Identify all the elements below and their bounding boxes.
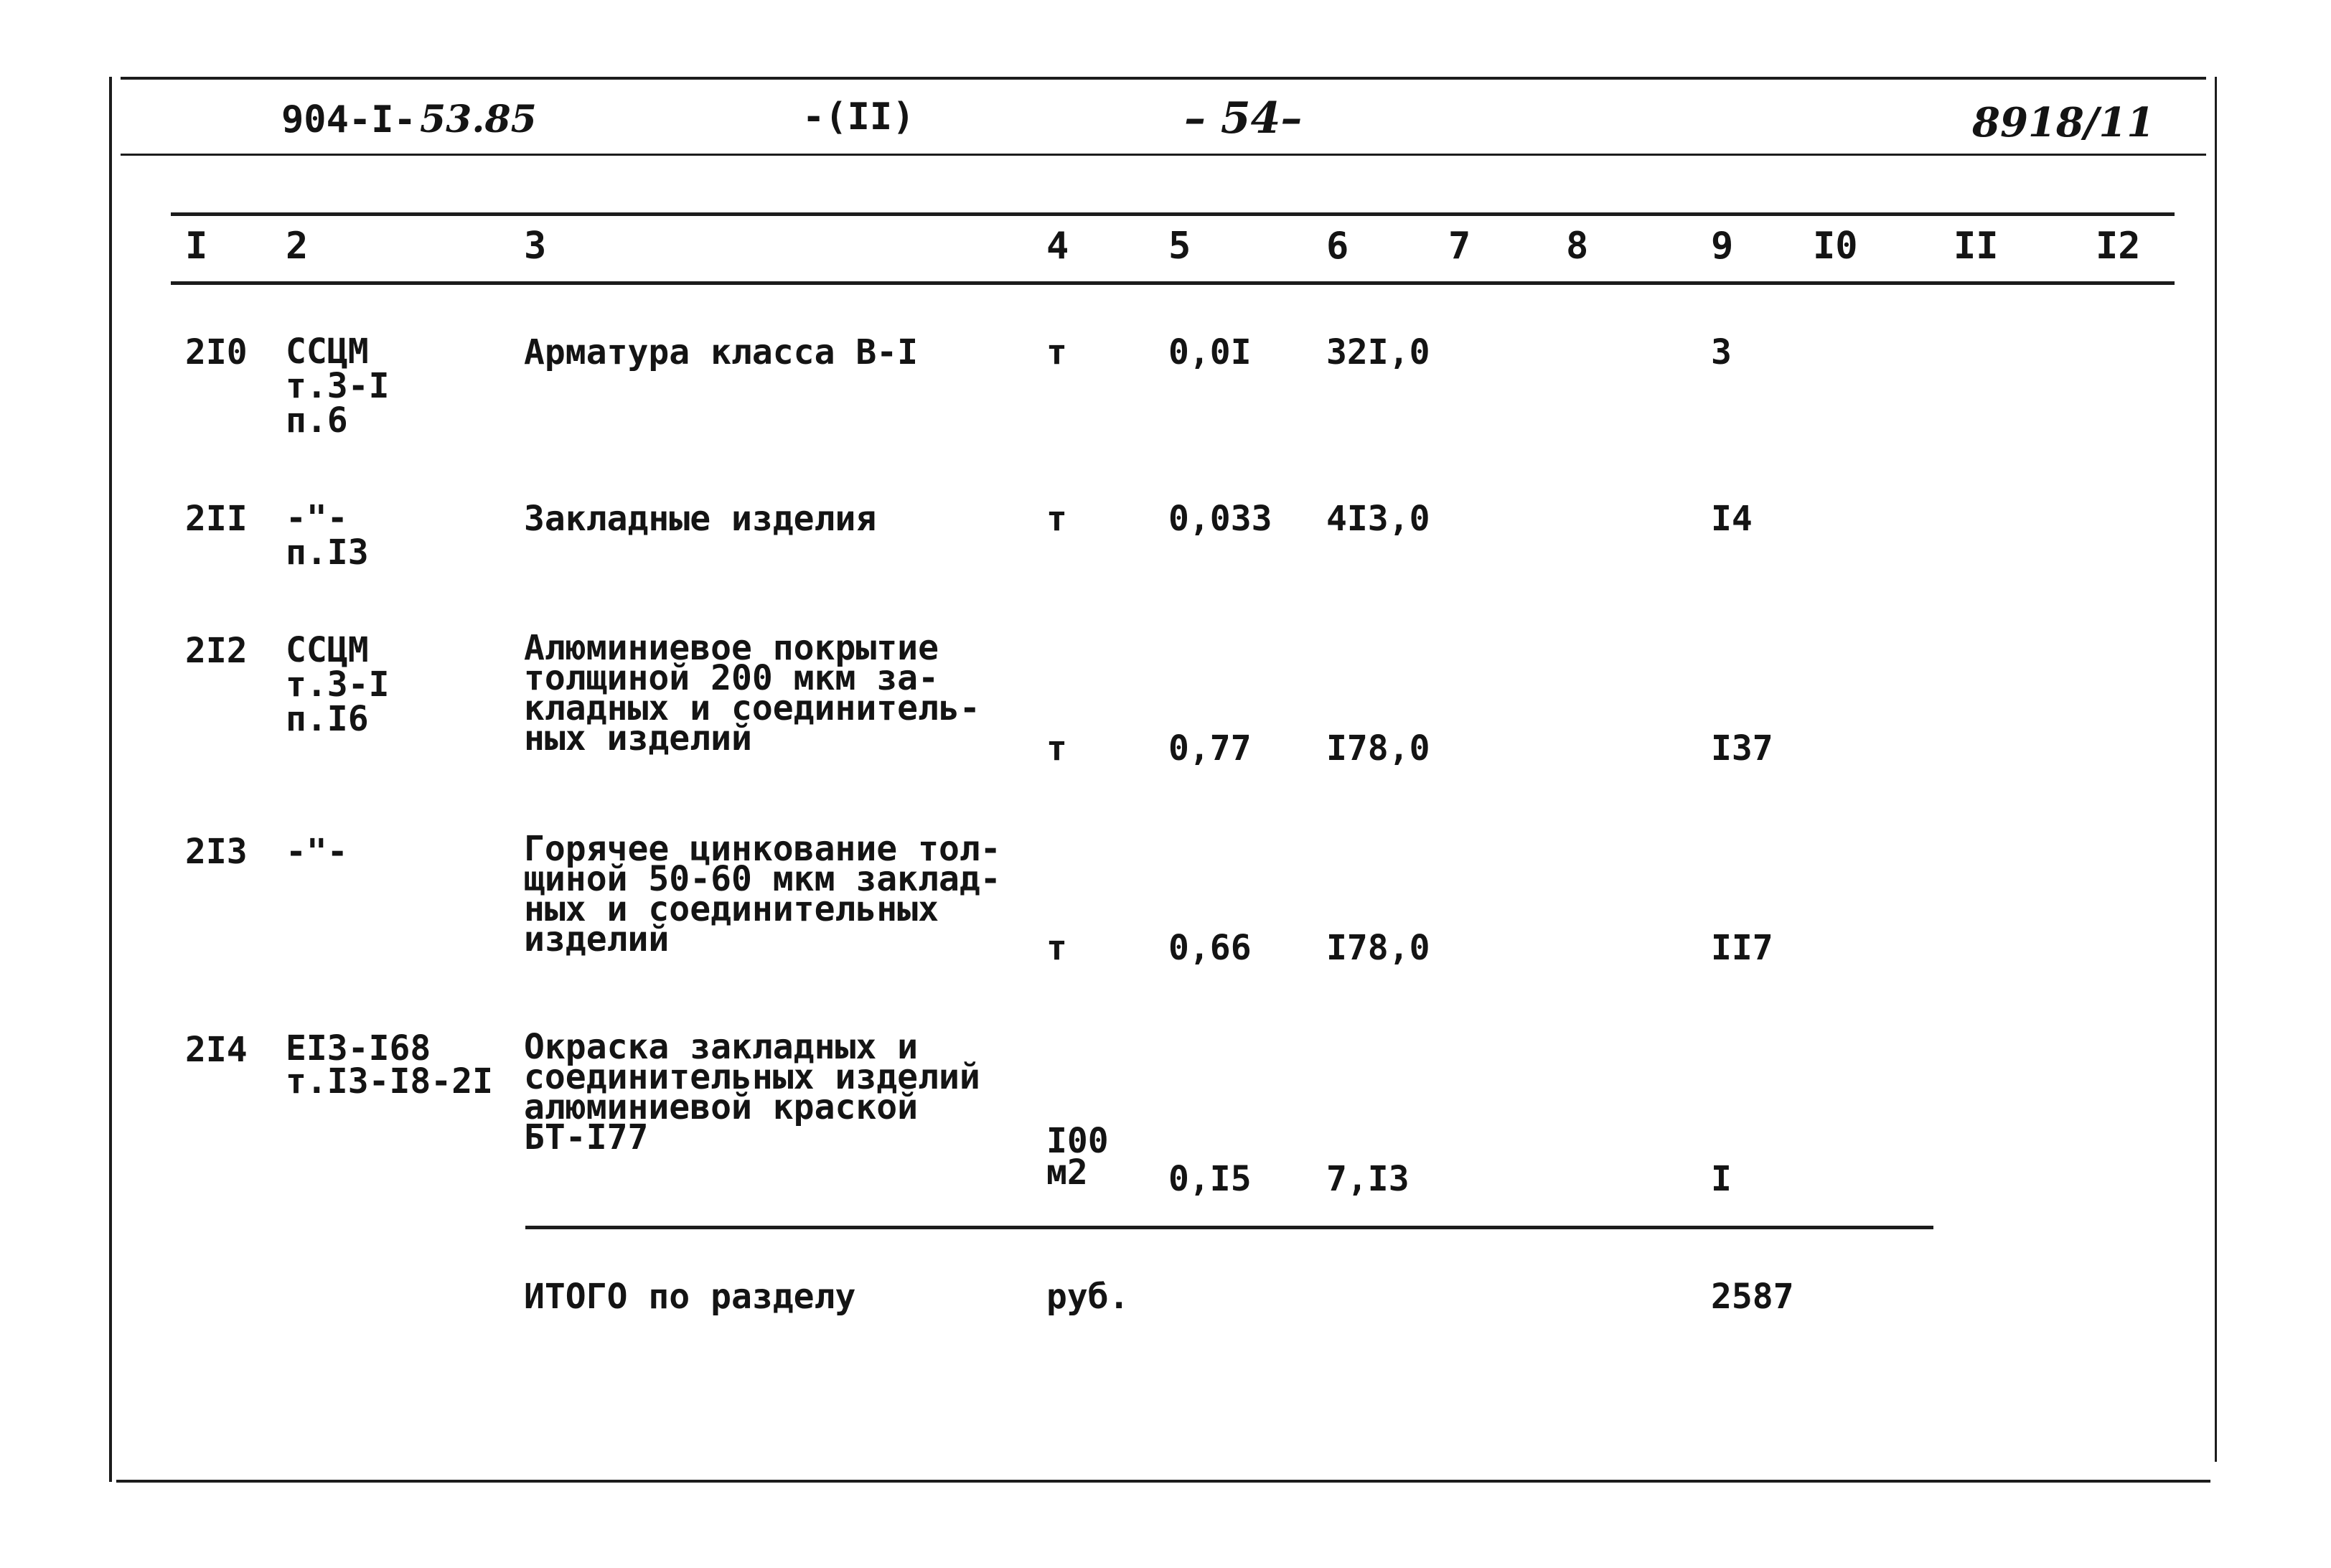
column-number-6: 6 (1326, 225, 1349, 268)
table-row-unit: I00 м2 (1046, 1121, 1109, 1193)
table-row-total: I37 (1711, 728, 1773, 769)
summary-rule (525, 1226, 1933, 1229)
summary-label: ИТОГО по разделу (524, 1277, 856, 1317)
table-row-num: 2I0 (185, 332, 248, 372)
table-row-ref: -"- п.I3 (286, 498, 369, 573)
doc-code-handwritten: 53.85 (420, 98, 537, 141)
doc-code-prefix: 904-I- (281, 98, 416, 141)
section-label: -(II) (802, 95, 915, 139)
frame-right-rule (2215, 77, 2217, 1462)
column-number-11: II (1954, 225, 1999, 268)
column-header-bottom-rule (171, 281, 2175, 285)
table-row-total: 3 (1711, 332, 1732, 372)
table-row-num: 2I2 (185, 631, 248, 671)
table-row-unit: т (1046, 332, 1067, 372)
table-row-total: I4 (1711, 499, 1753, 539)
column-header-top-rule (171, 212, 2175, 216)
table-row-qty: 0,I5 (1168, 1159, 1252, 1199)
table-row-desc: Окраска закладных и соединительных изделий алюминиевой краской БТ-I77 (524, 1027, 980, 1158)
table-row-unit: т (1046, 499, 1067, 539)
column-number-5: 5 (1168, 225, 1191, 268)
table-row-num: 2I4 (185, 1030, 248, 1070)
table-row-total: I (1711, 1159, 1732, 1199)
table-row-ref: ЕI3-I68 т.I3-I8-2I (286, 1028, 493, 1102)
table-row-ref: ССЦМ т.3-I п.6 (286, 332, 390, 441)
column-number-12: I2 (2096, 225, 2141, 268)
table-row-num: 2I3 (185, 832, 248, 872)
column-number-7: 7 (1448, 225, 1471, 268)
table-row-price: I78,0 (1326, 728, 1430, 769)
column-number-2: 2 (286, 225, 309, 268)
table-row-qty: 0,66 (1168, 928, 1252, 968)
page-number: – 54– (1184, 93, 1303, 144)
sheet-reference: 8918/11 (1972, 99, 2155, 146)
table-row-price: I78,0 (1326, 928, 1430, 968)
table-row-unit: т (1046, 728, 1067, 769)
table-row-unit: т (1046, 928, 1067, 968)
table-row-total: II7 (1711, 928, 1773, 968)
table-row-price: 4I3,0 (1326, 499, 1430, 539)
column-number-3: 3 (524, 225, 547, 268)
table-row-desc: Арматура класса В-I (524, 332, 919, 372)
frame-bottom-rule (116, 1480, 2210, 1483)
table-row-qty: 0,033 (1168, 499, 1272, 539)
table-row-price: 7,I3 (1326, 1159, 1410, 1199)
header-rule (121, 154, 2206, 156)
table-row-ref: -"- (286, 832, 348, 872)
table-row-desc: Закладные изделия (524, 499, 877, 539)
table-row-desc: Алюминиевое покрытие толщиной 200 мкм за- кладных и соединитель- ных изделий (524, 628, 980, 759)
column-number-1: I (185, 225, 208, 268)
table-row-qty: 0,0I (1168, 332, 1252, 372)
summary-unit: руб. (1046, 1277, 1130, 1317)
table-row-qty: 0,77 (1168, 728, 1252, 769)
summary-total: 2587 (1711, 1277, 1794, 1317)
column-number-10: I0 (1813, 225, 1858, 268)
table-row-desc: Горячее цинкование тол- щиной 50-60 мкм заклад- ных и соединительных изделий (524, 829, 1001, 959)
column-number-9: 9 (1711, 225, 1734, 268)
table-row-num: 2II (185, 499, 248, 539)
column-number-8: 8 (1566, 225, 1589, 268)
column-number-4: 4 (1046, 225, 1069, 268)
table-row-ref: ССЦМ т.3-I п.I6 (286, 630, 390, 739)
table-row-price: 32I,0 (1326, 332, 1430, 372)
frame-left-rule (109, 77, 112, 1482)
frame-top-rule (121, 77, 2206, 80)
